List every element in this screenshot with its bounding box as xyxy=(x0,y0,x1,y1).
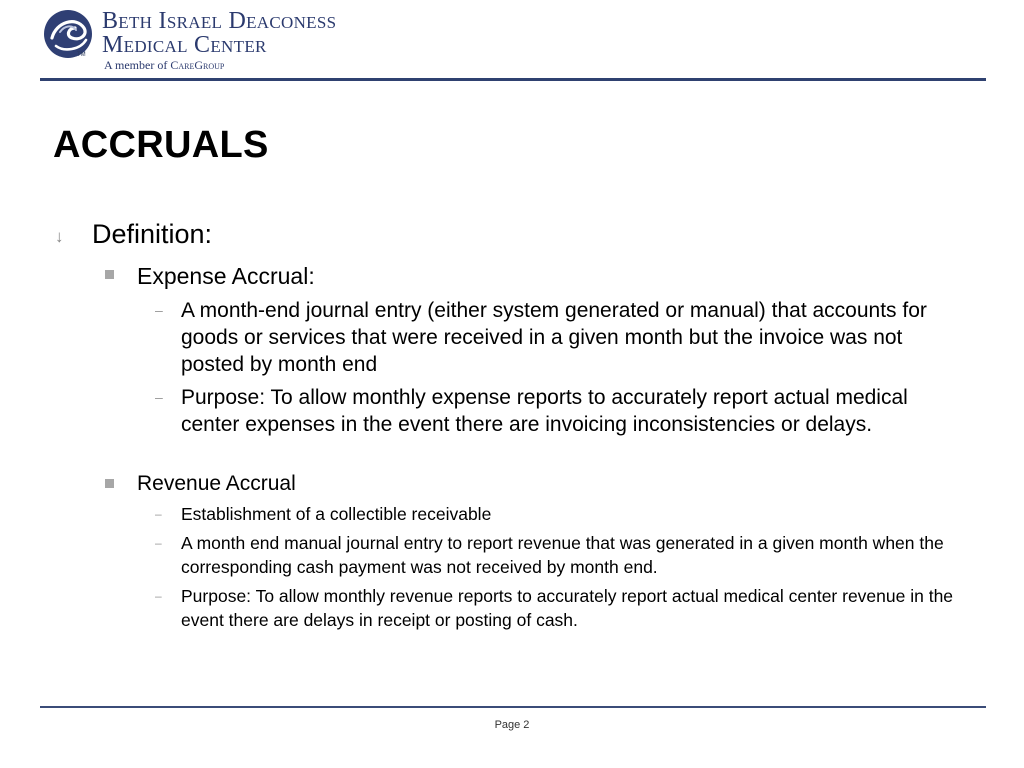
footer-divider xyxy=(40,706,986,708)
expense-purpose-text: Purpose: To allow monthly expense reports to accurately report actual medical center expenses in the event there are invoicing inconsistencies or delays. xyxy=(181,386,908,436)
revenue-item-3-text: Purpose: To allow monthly revenue reports to accurately report actual medical center revenue in the event there are delays in receipt or posting of cash. xyxy=(181,586,954,630)
revenue-item-1-text: Establishment of a collectible receivable xyxy=(181,504,492,524)
dash-bullet-icon: – xyxy=(155,536,162,550)
bidmc-swirl-logo-icon xyxy=(42,8,98,64)
revenue-item-2-text: A month end manual journal entry to report revenue that was generated in a given month when the corresponding cash payment was not received by month end. xyxy=(181,533,944,577)
logo-tagline-prefix: A member of xyxy=(104,58,171,72)
logo-name-line1: Beth Israel Deaconess xyxy=(102,8,337,34)
header-divider xyxy=(40,78,986,81)
bidmc-logo xyxy=(40,6,380,76)
logo-tagline-org: CareGroup xyxy=(170,58,225,72)
expense-accrual-label: Expense Accrual: xyxy=(137,263,315,289)
dash-bullet-icon: – xyxy=(155,507,162,521)
page-title: ACCRUALS xyxy=(53,124,269,166)
definition-label: Definition: xyxy=(92,219,213,249)
logo-name-line2: Medical Center xyxy=(102,32,267,58)
square-bullet-icon xyxy=(105,479,114,488)
square-bullet-icon xyxy=(105,270,114,279)
trademark-mark: TM xyxy=(77,52,86,58)
down-arrow-bullet-icon: ↓ xyxy=(55,227,64,246)
dash-bullet-icon: – xyxy=(155,389,163,405)
dash-bullet-icon: – xyxy=(155,302,163,318)
logo-tagline xyxy=(104,58,224,73)
dash-bullet-icon: – xyxy=(155,589,162,603)
page-number: Page 2 xyxy=(494,719,530,731)
expense-definition-text: A month-end journal entry (either system generated or manual) that accounts for goods or services that were received in a given month but the invoice was not posted by month end xyxy=(181,299,927,376)
revenue-accrual-label: Revenue Accrual xyxy=(137,472,296,495)
